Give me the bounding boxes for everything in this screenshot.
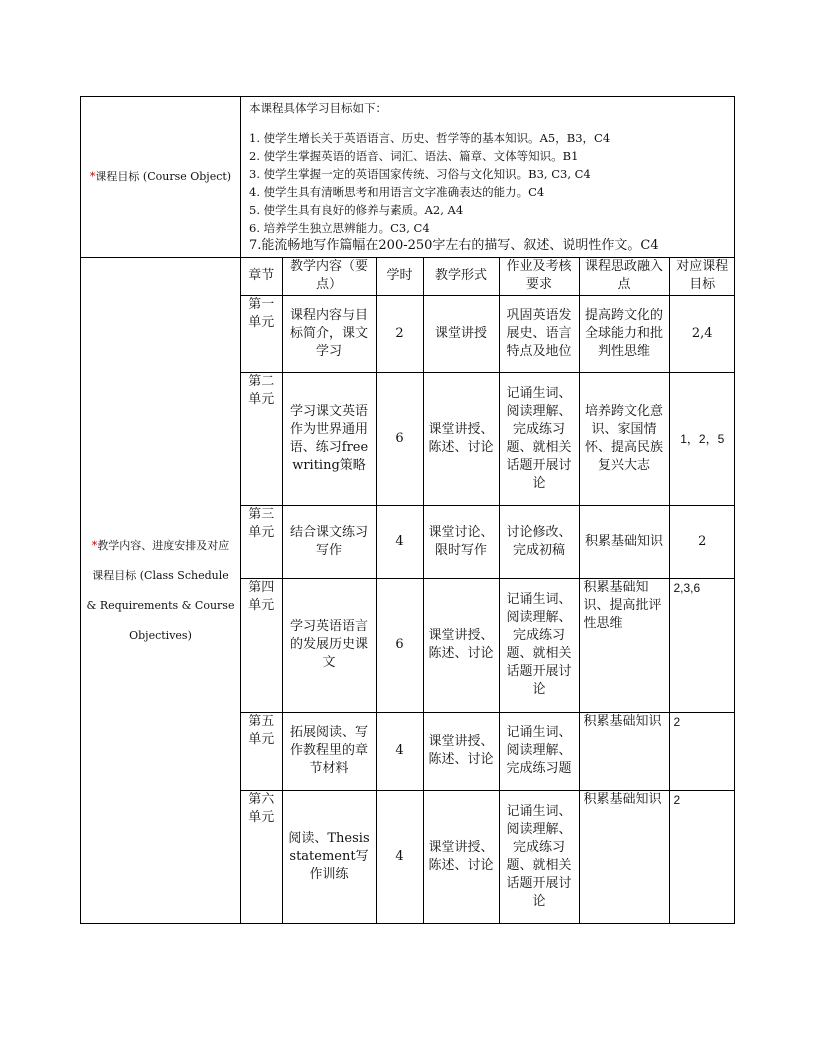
objective-item-2: 2. 使学生掌握英语的语音、词汇、语法、篇章、文体等知识。B1 <box>249 149 579 163</box>
header-ideology: 课程思政融入点 <box>579 258 669 295</box>
hours-cell: 2 <box>376 295 423 372</box>
homework-cell: 记诵生词、阅读理解、完成练习题、就相关话题开展讨论 <box>499 578 579 712</box>
table-row <box>241 790 735 923</box>
header-content: 教学内容（要点） <box>282 258 376 295</box>
target-cell: 2 <box>669 505 735 578</box>
form-cell: 课堂讲授 <box>423 295 499 372</box>
objective-content <box>241 97 735 258</box>
homework-cell: 记诵生词、阅读理解、完成练习题、就相关话题开展讨论 <box>499 372 579 505</box>
header-form: 教学形式 <box>423 258 499 295</box>
hours-cell: 4 <box>376 790 423 923</box>
chapter-cell: 第六单元 <box>241 790 282 923</box>
form-cell: 课堂讲授、陈述、讨论 <box>423 372 499 505</box>
ideology-cell: 积累基础知识、提高批评性思维 <box>579 578 669 712</box>
chapter-cell: 第五单元 <box>241 712 282 790</box>
content-cell: 阅读、Thesis statement写作训练 <box>282 790 376 923</box>
table-row <box>241 372 735 505</box>
schedule-content <box>241 258 735 924</box>
hours-cell: 4 <box>376 712 423 790</box>
objective-intro: 本课程具体学习目标如下： <box>249 101 387 115</box>
content-cell: 学习课文英语作为世界通用语、练习free writing策略 <box>282 372 376 505</box>
schedule-table <box>241 258 735 923</box>
target-cell: 2,4 <box>669 295 735 372</box>
objective-item-4: 4. 使学生具有清晰思考和用语言文字准确表达的能力。C4 <box>249 185 545 199</box>
table-row <box>241 505 735 578</box>
schedule-label-cell <box>81 258 241 924</box>
objective-label-cell <box>81 97 241 258</box>
schedule-label-line4: Objectives) <box>129 628 192 642</box>
target-cell: 2 <box>669 712 735 790</box>
hours-cell: 6 <box>376 578 423 712</box>
content-cell: 课程内容与目标简介，课文学习 <box>282 295 376 372</box>
required-star: * <box>91 538 98 552</box>
homework-cell: 记诵生词、阅读理解、完成练习题、就相关话题开展讨论 <box>499 790 579 923</box>
required-star: * <box>89 170 96 183</box>
objective-item-6: 6. 培养学生独立思辨能力。C3, C4 <box>249 221 430 235</box>
chapter-cell: 第一单元 <box>241 295 282 372</box>
schedule-label-line2: 课程目标 (Class Schedule <box>92 568 229 582</box>
objective-item-1: 1. 使学生增长关于英语语言、历史、哲学等的基本知识。A5，B3，C4 <box>249 131 611 145</box>
target-cell: 1，2，5 <box>669 372 735 505</box>
objective-item-5: 5. 使学生具有良好的修养与素质。A2, A4 <box>249 203 464 217</box>
schedule-row <box>81 258 735 924</box>
ideology-cell: 积累基础知识 <box>579 505 669 578</box>
table-row <box>241 578 735 712</box>
ideology-cell: 提高跨文化的全球能力和批判性思维 <box>579 295 669 372</box>
ideology-cell: 积累基础知识 <box>579 790 669 923</box>
schedule-label-line1: 教学内容、进度安排及对应 <box>97 538 230 552</box>
schedule-header-row <box>241 258 735 295</box>
chapter-cell: 第二单元 <box>241 372 282 505</box>
chapter-cell: 第四单元 <box>241 578 282 712</box>
header-chapter: 章节 <box>241 258 282 295</box>
objective-label: 课程目标 (Course Object) <box>95 170 232 183</box>
homework-cell: 讨论修改、完成初稿 <box>499 505 579 578</box>
schedule-label-line3: & Requirements & Course <box>86 598 235 612</box>
content-cell: 学习英语语言的发展历史课文 <box>282 578 376 712</box>
target-cell: 2,3,6 <box>669 578 735 712</box>
ideology-cell: 培养跨文化意识、家国情怀、提高民族复兴大志 <box>579 372 669 505</box>
ideology-cell: 积累基础知识 <box>579 712 669 790</box>
hours-cell: 4 <box>376 505 423 578</box>
form-cell: 课堂讲授、陈述、讨论 <box>423 578 499 712</box>
header-target: 对应课程目标 <box>669 258 735 295</box>
hours-cell: 6 <box>376 372 423 505</box>
objective-row <box>81 97 735 258</box>
table-row <box>241 295 735 372</box>
homework-cell: 记诵生词、阅读理解、完成练习题 <box>499 712 579 790</box>
content-cell: 拓展阅读、写作教程里的章节材料 <box>282 712 376 790</box>
course-table <box>80 96 735 924</box>
header-hours: 学时 <box>376 258 423 295</box>
table-row <box>241 712 735 790</box>
header-homework: 作业及考核要求 <box>499 258 579 295</box>
form-cell: 课堂讲授、陈述、讨论 <box>423 790 499 923</box>
objective-item-3: 3. 使学生掌握一定的英语国家传统、习俗与文化知识。B3, C3, C4 <box>249 167 591 181</box>
form-cell: 课堂讲授、陈述、讨论 <box>423 712 499 790</box>
objective-item-7: 7.能流畅地写作篇幅在200-250字左右的描写、叙述、说明性作文。C4 <box>249 238 659 253</box>
content-cell: 结合课文练习写作 <box>282 505 376 578</box>
form-cell: 课堂讨论、限时写作 <box>423 505 499 578</box>
homework-cell: 巩固英语发展史、语言特点及地位 <box>499 295 579 372</box>
chapter-cell: 第三单元 <box>241 505 282 578</box>
target-cell: 2 <box>669 790 735 923</box>
